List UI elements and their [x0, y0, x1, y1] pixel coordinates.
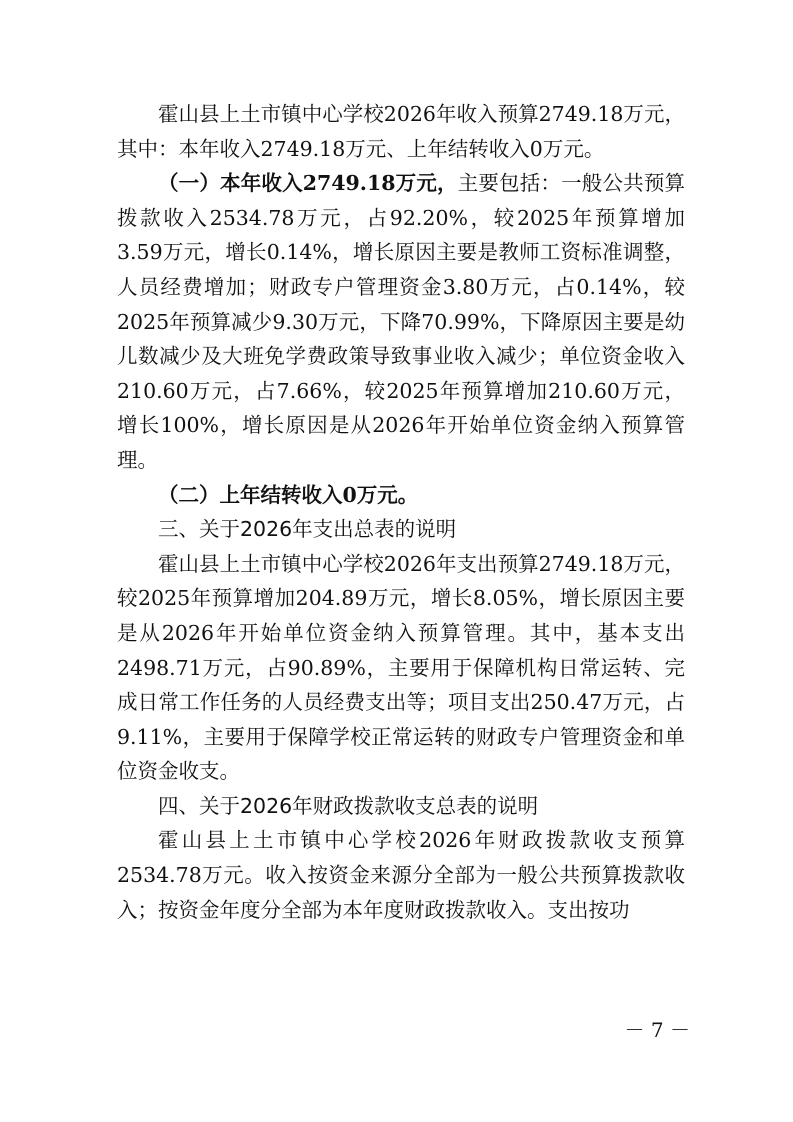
page-number: － 7 －: [624, 1018, 690, 1042]
section-three-heading: 三、关于2026年支出总表的说明: [158, 517, 457, 542]
income-summary-paragraph: 霍山县上土市镇中心学校2026年收入预算2749.18万元，其中：本年收入2749.18万元、上年结转收入0万元。: [117, 102, 685, 161]
current-year-income-text: 主要包括：一般公共预算拨款收入2534.78万元，占92.20%，较2025年预算增加3.59万元，增长0.14%，增长原因主要是教师工资标准调整，人员经费增加；财政专户管理资金3.80万元，占0.14%，较2025年预算减少9.30万元，下降70.99%，下降原因主要是幼儿数减少及大班免学费政策导致事业收入减少；单位资金收入210.60万元，占7.66%，较2025年预算增加210.60万元，增长100%，增长原因是从2026年开始单位资金纳入预算管理。: [117, 171, 685, 472]
current-year-income-heading: （一）本年收入2749.18万元，: [158, 171, 458, 196]
fiscal-allocation-paragraph: 霍山县上土市镇中心学校2026年财政拨款收支预算2534.78万元。收入按资金来源分全部为一般公共预算拨款收入；按资金年度分全部为本年度财政拨款收入。支出按功: [117, 828, 685, 922]
document-body: [117, 97, 685, 927]
section-four-heading: 四、关于2026年财政拨款收支总表的说明: [158, 793, 539, 818]
carryover-income-paragraph: （二）上年结转收入0万元。: [158, 482, 419, 507]
current-year-income-paragraph: [117, 166, 685, 477]
expenditure-summary-paragraph: 霍山县上土市镇中心学校2026年支出预算2749.18万元，较2025年预算增加204.89万元，增长8.05%，增长原因主要是从2026年开始单位资金纳入预算管理。其中，基本支出2498.71万元，占90.89%，主要用于保障机构日常运转、完成日常工作任务的人员经费支出等；项目支出250.47万元，占9.11%，主要用于保障学校正常运转的财政专户管理资金和单位资金收支。: [117, 551, 685, 784]
